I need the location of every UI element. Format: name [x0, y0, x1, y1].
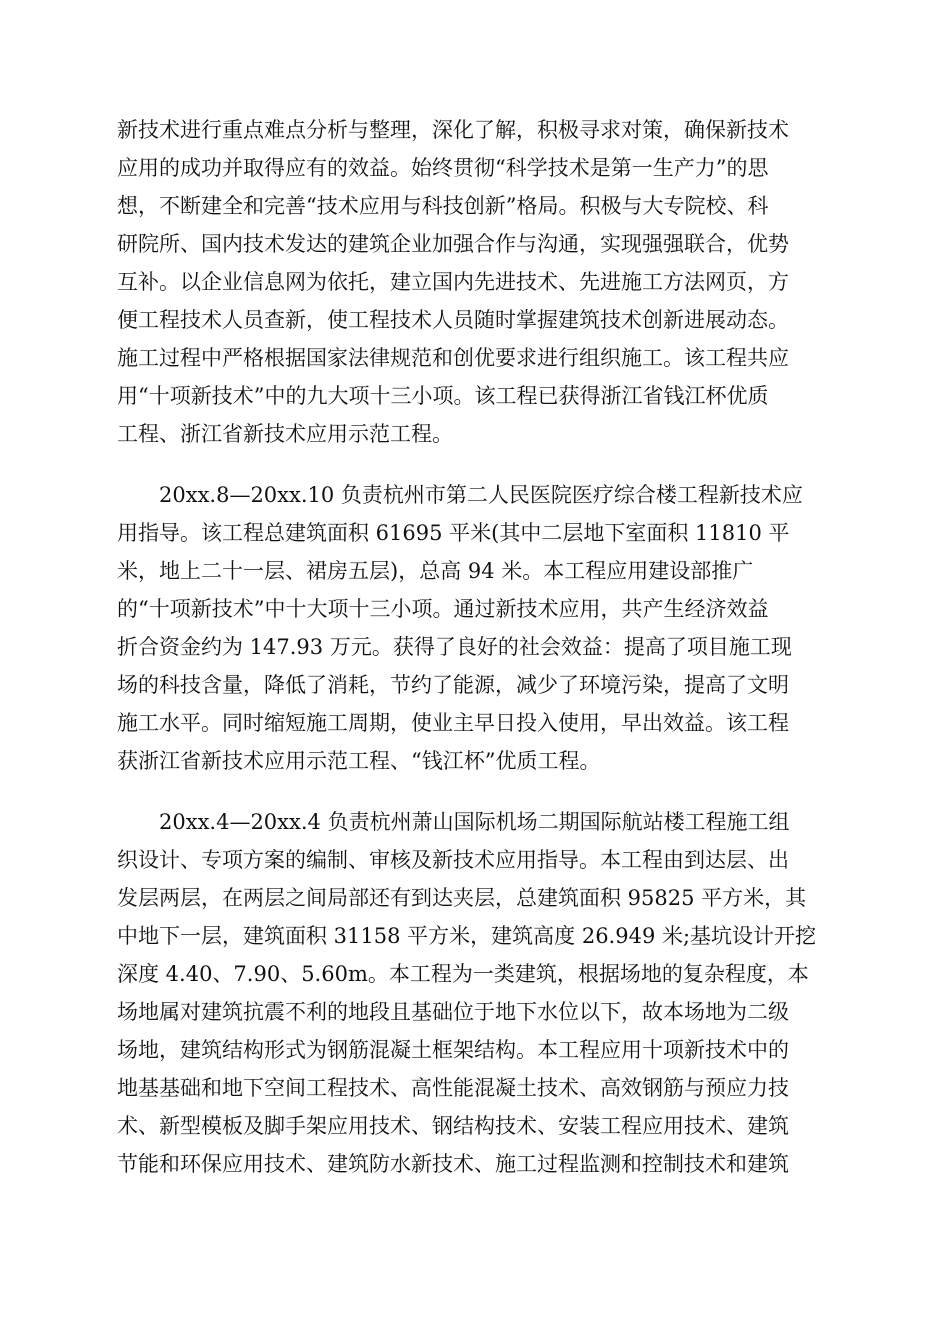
text-line: 中地下一层，建筑面积 31158 平方米，建筑高度 26.949 米;基坑设计开挖: [117, 924, 817, 948]
text-line: 深度 4.40、7.90、5.60m。本工程为一类建筑，根据场地的复杂程度，本: [117, 962, 809, 986]
text-line: 场地属对建筑抗震不利的地段且基础位于地下水位以下，故本场地为二级: [117, 1000, 789, 1024]
text-line: 20xx.4—20xx.4 负责杭州萧山国际机场二期国际航站楼工程施工组: [159, 810, 790, 834]
text-line: 研院所、国内技术发达的建筑企业加强合作与沟通，实现强强联合，优势: [117, 232, 789, 256]
text-line: 织设计、专项方案的编制、审核及新技术应用指导。本工程由到达层、出: [117, 848, 789, 872]
text-line: 发层两层，在两层之间局部还有到达夹层，总建筑面积 95825 平方米，其: [117, 886, 807, 910]
text-line: 节能和环保应用技术、建筑防水新技术、施工过程监测和控制技术和建筑: [117, 1152, 789, 1176]
text-line: 获浙江省新技术应用示范工程、“钱江杯”优质工程。: [117, 749, 601, 773]
text-line: 互补。以企业信息网为依托，建立国内先进技术、先进施工方法网页，方: [117, 270, 789, 294]
text-line: 便工程技术人员查新，使工程技术人员随时掌握建筑技术创新进展动态。: [117, 308, 789, 332]
text-line: 折合资金约为 147.93 万元。获得了良好的社会效益：提高了项目施工现: [117, 635, 792, 659]
text-line: 的“十项新技术”中十大项十三小项。通过新技术应用，共产生经济效益: [117, 597, 769, 621]
text-line: 场的科技含量，降低了消耗，节约了能源，减少了环境污染，提高了文明: [117, 673, 789, 697]
text-line: 施工过程中严格根据国家法律规范和创优要求进行组织施工。该工程共应: [117, 346, 789, 370]
text-line: 应用的成功并取得应有的效益。始终贯彻“科学技术是第一生产力”的思: [117, 156, 769, 180]
text-line: 20xx.8—20xx.10 负责杭州市第二人民医院医疗综合楼工程新技术应: [159, 483, 803, 507]
text-line: 米，地上二十一层、裙房五层)，总高 94 米。本工程应用建设部推广: [117, 559, 754, 583]
text-line: 工程、浙江省新技术应用示范工程。: [117, 422, 453, 446]
text-line: 施工水平。同时缩短施工周期，使业主早日投入使用，早出效益。该工程: [117, 711, 789, 735]
text-line: 想，不断建全和完善“技术应用与科技创新”格局。积极与大专院校、科: [117, 194, 769, 218]
text-line: 用指导。该工程总建筑面积 61695 平米(其中二层地下室面积 11810 平: [117, 521, 790, 545]
text-line: 用“十项新技术”中的九大项十三小项。该工程已获得浙江省钱江杯优质: [117, 384, 769, 408]
text-line: 新技术进行重点难点分析与整理，深化了解，积极寻求对策，确保新技术: [117, 118, 789, 142]
text-line: 地基基础和地下空间工程技术、高性能混凝土技术、高效钢筋与预应力技: [117, 1076, 789, 1100]
text-line: 术、新型模板及脚手架应用技术、钢结构技术、安装工程应用技术、建筑: [117, 1114, 789, 1138]
text-line: 场地，建筑结构形式为钢筋混凝土框架结构。本工程应用十项新技术中的: [117, 1038, 789, 1062]
